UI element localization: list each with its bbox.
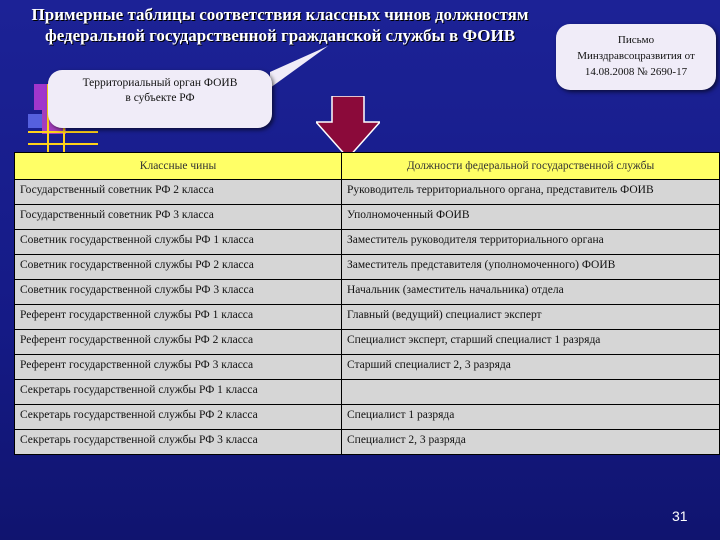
ranks-table bbox=[14, 152, 720, 455]
rank-cell: Референт государственной службы РФ 3 класса bbox=[15, 355, 342, 380]
position-cell: Начальник (заместитель начальника) отдела bbox=[342, 280, 720, 305]
table-row bbox=[15, 430, 720, 455]
rank-cell: Государственный советник РФ 2 класса bbox=[15, 180, 342, 205]
rank-cell: Референт государственной службы РФ 1 класса bbox=[15, 305, 342, 330]
down-arrow-icon bbox=[316, 96, 380, 158]
position-cell: Старший специалист 2, 3 разряда bbox=[342, 355, 720, 380]
header-positions: Должности федеральной государственной службы bbox=[342, 153, 720, 180]
callout-territorial-organ bbox=[48, 70, 272, 128]
letter-line-1: Письмо bbox=[617, 34, 655, 46]
letter-line-2: Минздравсоцразвития от bbox=[577, 50, 695, 62]
table-row bbox=[15, 330, 720, 355]
table-row bbox=[15, 230, 720, 255]
callout-line-2: в субъекте РФ bbox=[125, 92, 195, 104]
title-line-1: Примерные таблицы соответствия классных чинов должностям bbox=[31, 5, 529, 24]
letter-reference-box bbox=[556, 24, 716, 90]
position-cell: Главный (ведущий) специалист эксперт bbox=[342, 305, 720, 330]
position-cell: Руководитель территориального органа, представитель ФОИВ bbox=[342, 180, 720, 205]
rank-cell: Советник государственной службы РФ 3 класса bbox=[15, 280, 342, 305]
table-row bbox=[15, 255, 720, 280]
rank-cell: Государственный советник РФ 3 класса bbox=[15, 205, 342, 230]
table-row bbox=[15, 205, 720, 230]
position-cell: Специалист эксперт, старший специалист 1 разряда bbox=[342, 330, 720, 355]
rank-cell: Секретарь государственной службы РФ 3 класса bbox=[15, 430, 342, 455]
callout-line-1: Территориальный орган ФОИВ bbox=[82, 77, 238, 89]
rank-cell: Секретарь государственной службы РФ 2 класса bbox=[15, 405, 342, 430]
rank-cell: Советник государственной службы РФ 1 класса bbox=[15, 230, 342, 255]
table-row bbox=[15, 405, 720, 430]
page-number: 31 bbox=[672, 508, 688, 524]
table-header-row bbox=[15, 153, 720, 180]
position-cell: Специалист 2, 3 разряда bbox=[342, 430, 720, 455]
position-cell: Заместитель руководителя территориального органа bbox=[342, 230, 720, 255]
rank-cell: Секретарь государственной службы РФ 1 класса bbox=[15, 380, 342, 405]
title-line-2: федеральной государственной гражданской службы в ФОИВ bbox=[44, 26, 516, 45]
position-cell bbox=[342, 380, 720, 405]
slide-title bbox=[6, 4, 554, 46]
rank-cell: Советник государственной службы РФ 2 класса bbox=[15, 255, 342, 280]
position-cell: Специалист 1 разряда bbox=[342, 405, 720, 430]
table-row bbox=[15, 355, 720, 380]
table-row bbox=[15, 380, 720, 405]
callout-tail bbox=[270, 44, 330, 94]
table-row bbox=[15, 180, 720, 205]
header-ranks: Классные чины bbox=[15, 153, 342, 180]
letter-line-3: 14.08.2008 № 2690-17 bbox=[584, 66, 688, 78]
position-cell: Заместитель представителя (уполномоченного) ФОИВ bbox=[342, 255, 720, 280]
table-row bbox=[15, 280, 720, 305]
rank-cell: Референт государственной службы РФ 2 класса bbox=[15, 330, 342, 355]
table-row bbox=[15, 305, 720, 330]
position-cell: Уполномоченный ФОИВ bbox=[342, 205, 720, 230]
